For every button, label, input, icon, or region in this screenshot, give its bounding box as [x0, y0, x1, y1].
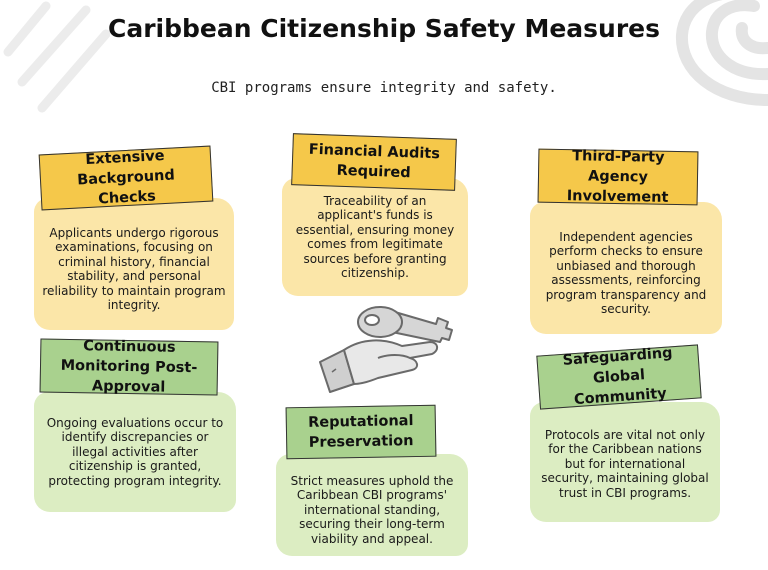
card-body	[530, 402, 720, 522]
card-heading-tag	[536, 344, 701, 409]
card-text: Strict measures uphold the Caribbean CBI programs' international standing, securing their long-term viability and appeal.	[290, 473, 454, 546]
card-heading-tag	[538, 149, 699, 206]
card-text: Ongoing evaluations occur to identify discrepancies or illegal activities after citizenship is granted, protecting program integrity.	[46, 415, 224, 488]
card-heading-tag	[291, 133, 457, 191]
card-heading-tag	[39, 146, 214, 211]
card-third-party-agency	[530, 150, 722, 334]
card-heading: Reputational Preservation	[308, 413, 414, 451]
card-heading: Financial Audits Required	[308, 141, 441, 182]
card-text: Applicants undergo rigorous examinations, focusing on criminal history, financial stability, and personal reliability to maintain program integrity.	[42, 225, 226, 312]
key-in-hand-icon	[318, 298, 458, 396]
card-heading: Continuous Monitoring Post-Approval	[60, 338, 198, 396]
card-body	[34, 392, 236, 512]
card-body	[282, 178, 468, 296]
card-heading: Safeguarding Global Community	[562, 345, 674, 409]
card-heading: Third-Party Agency Involvement	[566, 148, 669, 206]
card-heading-tag	[40, 338, 219, 395]
card-text: Independent agencies perform checks to ensure unbiased and thorough assessments, reinforcing program transparency and security.	[545, 229, 707, 316]
card-continuous-monitoring	[34, 340, 236, 512]
card-safeguarding-global	[530, 345, 720, 522]
card-text: Protocols are vital not only for the Caribbean nations but for international security, maintaining global trust in CBI programs.	[541, 427, 709, 500]
card-heading-tag	[286, 405, 437, 460]
card-body	[34, 198, 234, 330]
card-body	[530, 202, 722, 334]
card-reputational-preservation	[276, 406, 468, 556]
card-background-checks	[34, 147, 234, 330]
card-financial-audits	[282, 136, 468, 296]
card-text: Traceability of an applicant's funds is essential, ensuring money comes from legitimate sources before granting citizenship.	[295, 193, 455, 280]
card-heading: Extensive Background Checks	[76, 147, 176, 208]
page-title: Caribbean Citizenship Safety Measures	[107, 14, 661, 43]
card-body	[276, 454, 468, 556]
page-subtitle: CBI programs ensure integrity and safety.	[211, 80, 557, 96]
